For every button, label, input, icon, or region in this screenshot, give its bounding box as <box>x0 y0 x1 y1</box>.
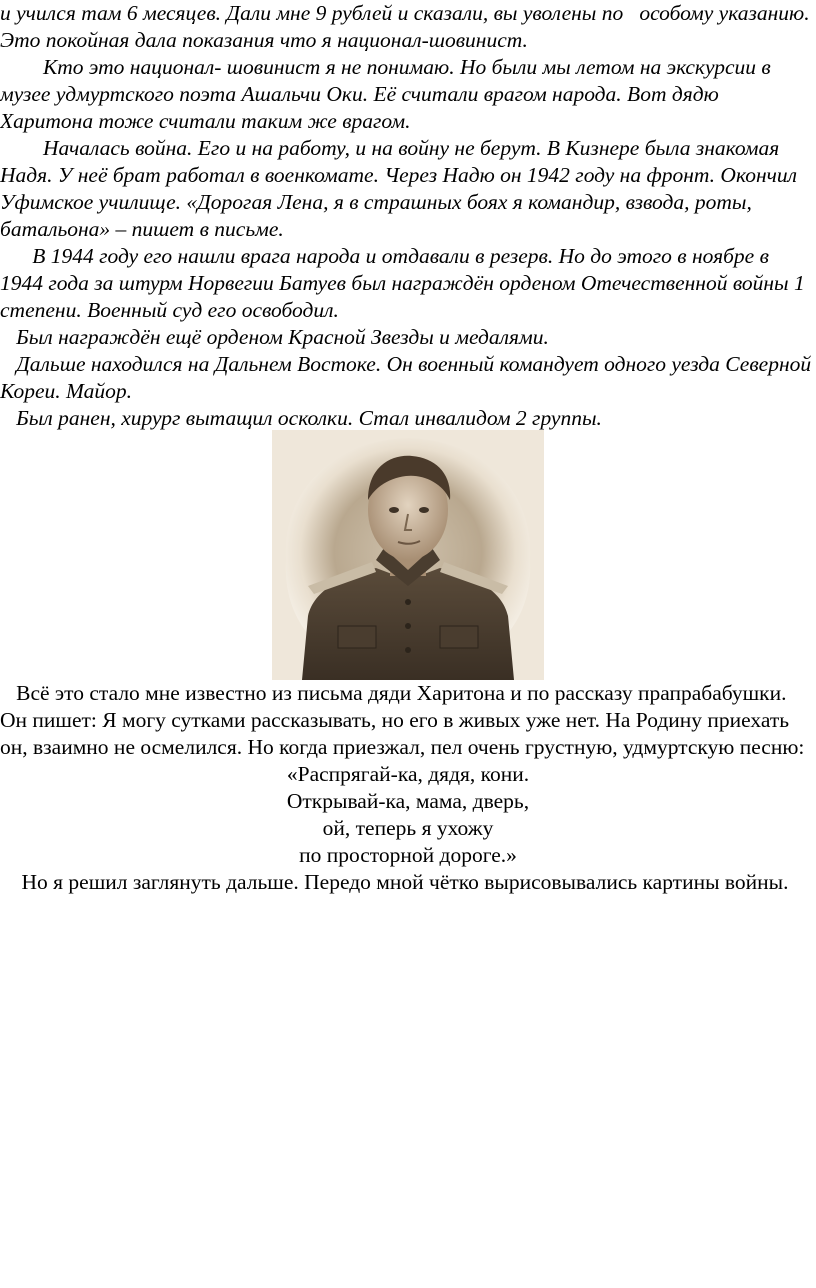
paragraph: Всё это стало мне известно из письма дяди Харитона и по рассказу прапрабабушки. Он пишет: Я могу сутками рассказывать, но его в живых уже нет. На Родину приехать он, взаимно не осмелился. Но когда приезжал, пел очень грустную, удмуртскую песню: <box>0 681 805 759</box>
regular-text-block <box>0 680 816 896</box>
paragraph: Началась война. Его и на работу, и на войну не берут. В Кизнере была знакомая Надя. У неё брат работал в военкомате. Через Надю он 1942 году на фронт. Окончил Уфимское училище. «Дорогая Лена, я в страшных боях я командир, взвода, роты, батальона» – пишет в письме. <box>0 136 803 241</box>
portrait-photo <box>272 430 544 680</box>
verse-line: по просторной дороге.» <box>299 843 517 867</box>
verse-line: «Распрягай-ка, дядя, кони. <box>286 762 530 786</box>
italic-text-block <box>0 0 816 432</box>
paragraph: Дальше находился на Дальнем Востоке. Он военный командует одного уезда Северной Кореи. Майор. <box>0 352 816 403</box>
paragraph: Был награждён ещё орденом Красной Звезды и медалями. <box>0 325 549 349</box>
paragraph: Но я решил заглянуть дальше. Передо мной чётко вырисовывались картины войны. <box>0 870 789 894</box>
song-verse <box>0 761 816 869</box>
verse-line: Открывай-ка, мама, дверь, <box>286 789 530 813</box>
portrait-illustration <box>272 430 544 680</box>
verse-line: ой, теперь я ухожу <box>322 816 494 840</box>
paragraph: В 1944 году его нашли врага народа и отдавали в резерв. Но до этого в ноябре в 1944 года за штурм Норвегии Батуев был награждён орденом Отечественной войны 1 степени. Военный суд его освободил. <box>0 244 811 322</box>
paragraph: и учился там 6 месяцев. Дали мне 9 рублей и сказали, вы уволены по особому указанию. Это покойная дала показания что я национал-шовинист. <box>0 1 815 52</box>
paragraph: Был ранен, хирург вытащил осколки. Стал инвалидом 2 группы. <box>0 406 602 430</box>
paragraph: Кто это национал- шовинист я не понимаю. Но были мы летом на экскурсии в музее удмуртского поэта Ашальчи Оки. Её считали врагом народа. Вот дядю Харитона тоже считали таким же врагом. <box>0 55 777 133</box>
